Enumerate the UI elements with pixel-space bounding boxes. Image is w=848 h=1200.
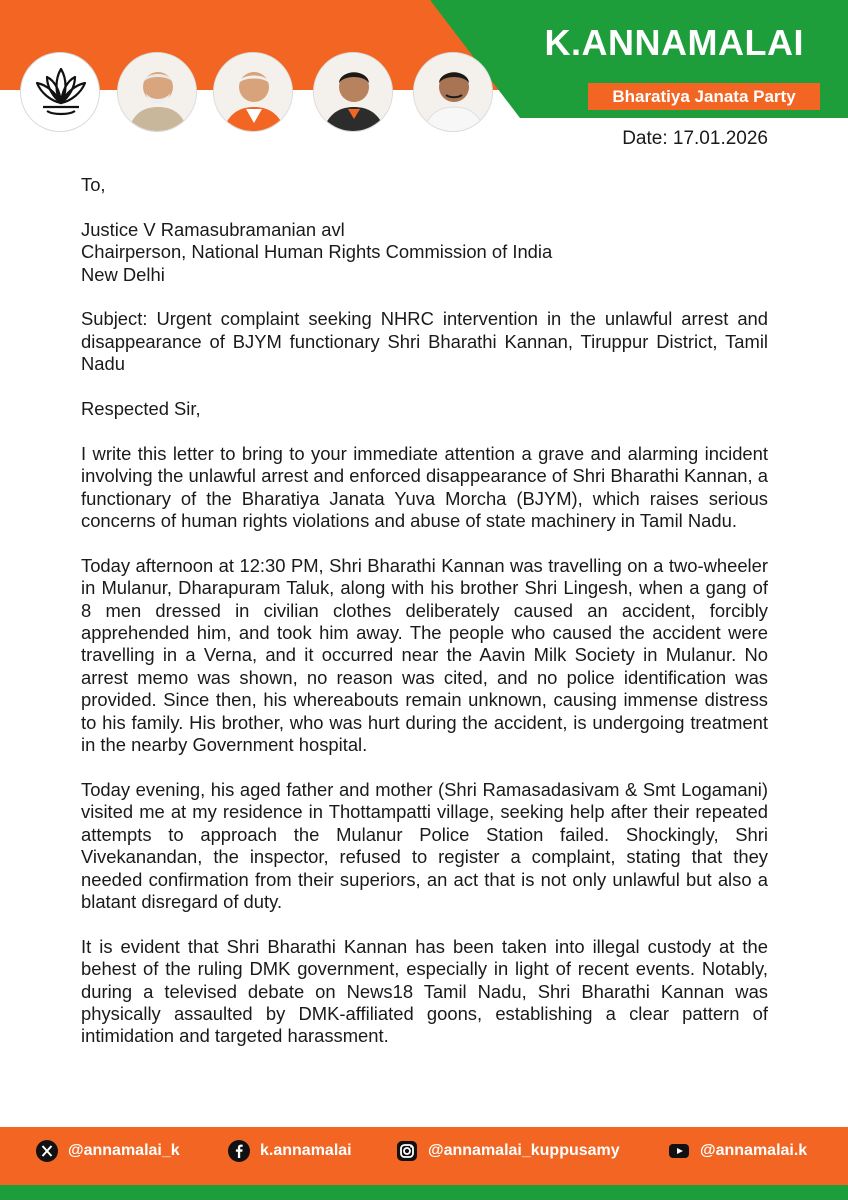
subject-line: Subject: Urgent complaint seeking NHRC intervention in the unlawful arrest and disappearance of BJYM functionary Shri Bharathi Kannan, Tiruppur District, Tamil Nadu: [81, 308, 768, 375]
facebook-icon: [228, 1140, 250, 1162]
footer-bar: [0, 1127, 848, 1200]
addressee-block: [81, 219, 768, 286]
portrait-4: [413, 52, 493, 132]
portrait-2: [213, 52, 293, 132]
social-handle: @annamalai.k: [700, 1142, 808, 1159]
instagram-icon: [396, 1140, 418, 1162]
youtube-icon: [668, 1140, 690, 1162]
social-handle: @annamalai_kuppusamy: [428, 1142, 620, 1159]
portrait-1: [117, 52, 197, 132]
salutation-to: To,: [81, 174, 106, 195]
body-paragraph: Today afternoon at 12:30 PM, Shri Bharathi Kannan was travelling on a two-wheeler in Mulanur, Dharapuram Taluk, along with his brother Shri Lingesh, when a gang of 8 men dressed in civilian clothes deliberately caused an accident, forcibly apprehended him, and took him away. The people who caused the accident were travelling in a Verna, and it occurred near the Aavin Milk Society in Mulanur. No arrest memo was shown, no reason was cited, and no police identification was provided. Since then, his whereabouts remain unknown, causing immense distress to his family. His brother, who was hurt during the accident, is undergoing treatment in the nearby Government hospital.: [81, 554, 768, 756]
brand-name: K.ANNAMALAI: [544, 22, 804, 63]
social-handle: k.annamalai: [260, 1142, 352, 1159]
social-youtube[interactable]: [668, 1140, 807, 1162]
addressee-line: Chairperson, National Human Rights Commission of India: [81, 241, 553, 263]
social-handle: @annamalai_k: [68, 1142, 180, 1159]
letterhead: [0, 0, 848, 140]
social-x[interactable]: [36, 1140, 180, 1162]
body-paragraph: I write this letter to bring to your immediate attention a grave and alarming incident involving the unlawful arrest and enforced disappearance of Shri Bharathi Kannan, a functionary of the Bharatiya Janata Yuva Morcha (BJYM), which raises serious concerns of human rights violations and abuse of state machinery in Tamil Nadu.: [81, 442, 768, 532]
letter-date: Date: 17.01.2026: [622, 128, 768, 149]
portrait-3: [313, 52, 393, 132]
greeting: Respected Sir,: [81, 398, 201, 420]
body-paragraph: Today evening, his aged father and mother (Shri Ramasadasivam & Smt Logamani) visited me at my residence in Thottampatti village, seeking help after their repeated attempts to approach the Mulanur Police Station failed. Shockingly, Shri Vivekanandan, the inspector, refused to register a complaint, stating that they needed confirmation from their superiors, an act that is not only unlawful but also a blatant disregard of duty.: [81, 778, 768, 912]
addressee-line: New Delhi: [81, 263, 165, 285]
addressee-line: Justice V Ramasubramanian avl: [81, 218, 345, 240]
letter-body: [81, 174, 768, 1048]
x-icon: [36, 1140, 58, 1162]
social-instagram[interactable]: [396, 1140, 620, 1162]
social-facebook[interactable]: [228, 1140, 352, 1162]
body-paragraph: It is evident that Shri Bharathi Kannan has been taken into illegal custody at the behest of the ruling DMK government, especially in light of recent events. Notably, during a televised debate on News18 Tamil Nadu, Shri Bharathi Kannan was physically assaulted by DMK-affiliated goons, establishing a clear pattern of intimidation and targeted harassment.: [81, 935, 768, 1047]
lotus-icon: [20, 52, 100, 132]
party-name: Bharatiya Janata Party: [588, 83, 820, 110]
